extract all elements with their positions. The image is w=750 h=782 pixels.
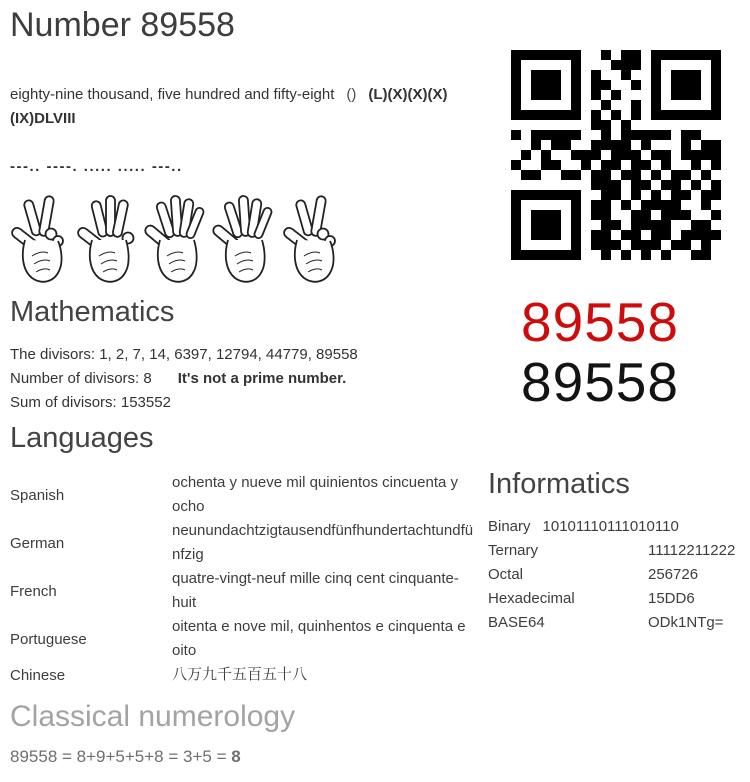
language-label: Spanish — [10, 486, 65, 504]
table-row — [10, 519, 482, 567]
number-word-form — [10, 83, 472, 131]
table-row — [10, 663, 482, 687]
table-row — [488, 515, 750, 539]
languages-title: Languages — [10, 422, 154, 454]
informatics-label: Octal — [488, 566, 524, 583]
mathematics-section — [10, 296, 480, 415]
prime-note: It's not a prime number. — [177, 370, 347, 387]
informatics-value: ODk1NTg= — [648, 614, 724, 631]
hand-signs — [8, 194, 344, 286]
empty-parentheses: () — [346, 86, 357, 103]
informatics-value: 10101110111010110 — [542, 518, 679, 535]
informatics-label: Binary — [488, 518, 531, 535]
informatics-title: Informatics — [488, 468, 630, 500]
divisor-count: Number of divisors: 8 — [10, 370, 152, 387]
language-value: quatre-vingt-neuf mille cinq cent cinquante-huit — [172, 570, 459, 611]
table-row — [10, 567, 482, 615]
informatics-value: 256726 — [648, 566, 699, 583]
languages-table — [10, 471, 482, 687]
hand-sign-8-icon — [280, 194, 344, 286]
formula-prefix: 89558 = 8+9+5+5+8 = 3+5 = — [10, 747, 232, 766]
table-row — [488, 587, 750, 611]
hand-sign-9-icon — [76, 194, 140, 286]
language-label: German — [10, 534, 65, 552]
hand-sign-8-icon — [8, 194, 72, 286]
informatics-value: 11112211222 — [648, 542, 736, 559]
informatics-section — [488, 468, 750, 635]
hand-sign-5-icon — [212, 194, 276, 286]
informatics-label: Hexadecimal — [488, 590, 575, 607]
language-value: neunundachtzigtausendfünfhundertachtundfünfzig — [172, 522, 474, 563]
informatics-table — [488, 515, 750, 635]
language-label: Portuguese — [10, 630, 87, 648]
mathematics-title: Mathematics — [10, 296, 175, 328]
informatics-label: Ternary — [488, 542, 539, 559]
numerology-section — [10, 700, 710, 767]
number-in-words: eighty-nine thousand, five hundred and fifty-eight — [10, 86, 335, 103]
table-row — [488, 611, 750, 635]
language-value: ochenta y nueve mil quinientos cincuenta y ocho — [172, 474, 459, 515]
table-row — [10, 471, 482, 519]
language-label: French — [10, 582, 57, 600]
informatics-value: 15DD6 — [648, 590, 695, 607]
table-row — [488, 563, 750, 587]
morse-code: ---.. ----. ..... ..... ---.. — [10, 158, 183, 175]
divisor-sum-line: Sum of divisors: 153552 — [10, 394, 171, 411]
roman-numeral: (L)(X)(X)(X)(IX)DLVIII — [10, 86, 448, 127]
page-title: Number 89558 — [10, 6, 235, 44]
formula-result: 8 — [231, 747, 241, 766]
numerology-formula — [10, 747, 710, 767]
informatics-label: BASE64 — [488, 614, 545, 631]
table-row — [488, 539, 750, 563]
language-label: Chinese — [10, 666, 66, 684]
numerology-title: Classical numerology — [10, 700, 296, 733]
qr-code — [511, 50, 721, 260]
hand-sign-5-icon — [144, 194, 208, 286]
language-value: oitenta e nove mil, quinhentos e cinquenta e oito — [172, 618, 466, 659]
number-large-red: 89558 — [521, 291, 679, 353]
divisor-count-line — [10, 367, 480, 391]
table-row — [10, 615, 482, 663]
languages-section — [10, 422, 482, 687]
divisors-line: The divisors: 1, 2, 7, 14, 6397, 12794, 44779, 89558 — [10, 346, 358, 363]
number-large-black: 89558 — [521, 351, 679, 413]
language-value: 八万九千五百五十八 — [172, 666, 308, 683]
